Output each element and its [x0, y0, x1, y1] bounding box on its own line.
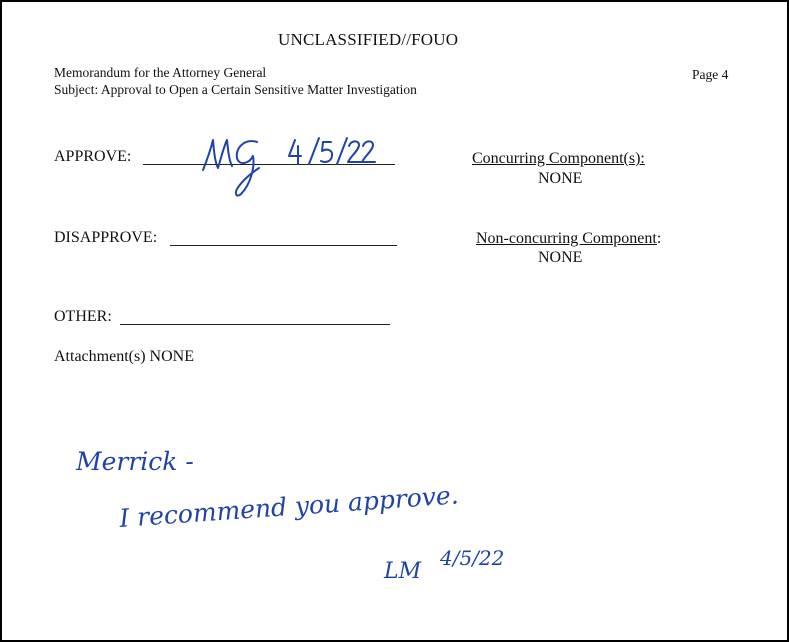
- disapprove-signature-line: [170, 245, 397, 246]
- approve-signature: [197, 132, 377, 207]
- concurring-value: NONE: [538, 170, 583, 187]
- concurring-label: Concurring Component(s):: [472, 150, 645, 167]
- disapprove-label: DISAPPROVE:: [54, 229, 158, 246]
- handwritten-note: [62, 432, 532, 592]
- page-number: Page 4: [692, 67, 729, 82]
- nonconcurring-value: NONE: [538, 249, 583, 266]
- nonconcurring-label-wrap: [476, 230, 661, 248]
- note-greeting: Merrick -: [76, 447, 194, 476]
- nonconcurring-label: Non-concurring Component: [476, 230, 657, 247]
- other-line: [120, 324, 390, 325]
- note-date: 4/5/22: [440, 546, 505, 570]
- classification-marking: UNCLASSIFIED//FOUO: [278, 30, 459, 49]
- memo-subject: Subject: Approval to Open a Certain Sensitive Matter Investigation: [54, 82, 417, 97]
- nonconcurring-colon: :: [656, 230, 662, 247]
- other-label: OTHER:: [54, 308, 112, 325]
- memo-addressee: Memorandum for the Attorney General: [54, 65, 267, 80]
- approve-label: APPROVE:: [54, 148, 132, 165]
- note-body: I recommend you approve.: [118, 480, 460, 533]
- note-signature: LM: [384, 559, 422, 584]
- attachments-line: Attachment(s) NONE: [54, 348, 194, 365]
